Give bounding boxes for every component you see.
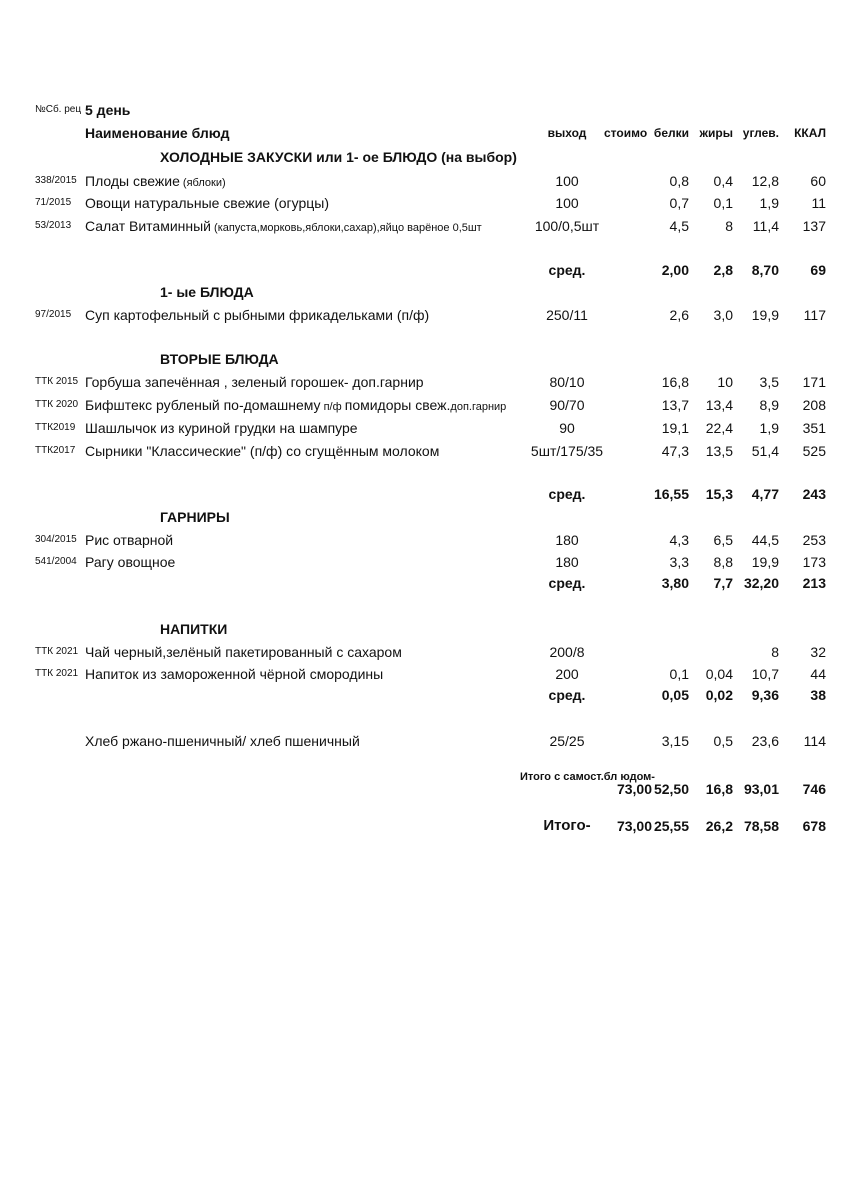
table-row: [0, 216, 848, 236]
kcal-value: 746: [802, 781, 826, 797]
kcal-value: 208: [802, 397, 826, 413]
fat-value: 6,5: [713, 532, 733, 548]
kcal-value: 60: [810, 173, 826, 189]
dish-note: доп.гарнир: [450, 401, 507, 413]
table-row: [0, 441, 848, 461]
table-row: [0, 418, 848, 438]
carbs-value: 8,70: [751, 262, 779, 278]
yield-value: 200/8: [549, 644, 585, 660]
protein-value: 0,8: [669, 173, 689, 189]
fat-value: 13,5: [705, 443, 733, 459]
carbs-value: 9,36: [751, 687, 779, 703]
fat-value: 0,1: [713, 195, 733, 211]
kcal-value: 525: [802, 443, 826, 459]
fat-value: 0,02: [705, 687, 733, 703]
kcal-value: 253: [802, 532, 826, 548]
recipe-code: 541/2004: [35, 556, 77, 567]
yield-value: 100: [555, 195, 579, 211]
dish-name-part: помидоры свеж.: [344, 397, 451, 413]
fat-value: 7,7: [713, 575, 733, 591]
kcal-value: 137: [802, 218, 826, 234]
total-row: [0, 771, 848, 799]
recipe-code: 304/2015: [35, 534, 77, 545]
table-row: [0, 731, 848, 751]
kcal-value: 44: [810, 666, 826, 682]
carbs-value: 1,9: [759, 420, 779, 436]
protein-value: 16,8: [661, 374, 689, 390]
fat-value: 15,3: [705, 486, 733, 502]
kcal-value: 171: [802, 374, 826, 390]
carbs-value: 19,9: [751, 554, 779, 570]
carbs-value: 78,58: [743, 818, 779, 834]
protein-value: 19,1: [661, 420, 689, 436]
kcal-value: 117: [803, 307, 826, 323]
dish-note: (яблоки): [179, 177, 226, 189]
carbs-value: 23,6: [751, 733, 779, 749]
fat-value: 0,4: [713, 173, 733, 189]
protein-value: 3,15: [661, 733, 689, 749]
fat-value: 8,8: [713, 554, 733, 570]
fat-value: 8: [725, 218, 733, 234]
col-carbs: углев.: [742, 126, 779, 140]
dish-name: Напиток из замороженной чёрной смородины: [85, 666, 384, 682]
yield-value: 250/11: [546, 307, 588, 323]
section-heading: [0, 619, 848, 639]
protein-value: 3,80: [661, 575, 689, 591]
protein-value: 3,3: [669, 554, 689, 570]
recipe-code: ТТК 2021: [35, 668, 79, 679]
protein-value: 2,6: [669, 307, 689, 323]
fat-value: 16,8: [705, 781, 733, 797]
dish-name-part: Бифштекс рубленый по-домашнему: [85, 397, 321, 413]
average-row: [0, 484, 848, 504]
section-heading: [0, 349, 848, 369]
protein-value: 25,55: [653, 818, 689, 834]
carbs-value: 44,5: [751, 532, 779, 548]
fat-value: 10: [717, 374, 733, 390]
fat-value: 13,4: [705, 397, 733, 413]
table-row: [0, 372, 848, 392]
protein-value: 47,3: [661, 443, 689, 459]
table-header: [0, 123, 848, 143]
carbs-value: 51,4: [751, 443, 779, 459]
table-row: [0, 642, 848, 662]
col-kcal: ККАЛ: [794, 126, 826, 140]
dish-note: (капуста,морковь,яблоки,сахар),яйцо варёное 0,5шт: [211, 222, 482, 234]
recipe-code: 53/2013: [35, 220, 72, 231]
protein-value: 16,55: [653, 486, 689, 502]
protein-value: 4,5: [669, 218, 689, 234]
dish-name: Овощи натуральные свежие (огурцы): [85, 195, 330, 211]
section-heading: [0, 507, 848, 527]
col-fat: жиры: [699, 126, 733, 140]
dish-name: Горбуша запечённая , зеленый горошек- доп.гарнир: [85, 374, 424, 390]
kcal-value: 213: [802, 575, 826, 591]
carbs-value: 8,9: [759, 397, 779, 413]
fat-value: 26,2: [705, 818, 733, 834]
dish-name: Сырники "Классические" (п/ф) со сгущённым молоком: [85, 443, 440, 459]
fat-value: 0,04: [705, 666, 733, 682]
kcal-value: 173: [802, 554, 826, 570]
kcal-value: 114: [803, 733, 826, 749]
cost-value: 73,00: [616, 781, 652, 797]
carbs-value: 8: [771, 644, 779, 660]
dish-name-part: Плоды свежие: [85, 173, 180, 189]
carbs-value: 93,01: [743, 781, 779, 797]
yield-value: 200: [555, 666, 579, 682]
col-cost: стоимо: [604, 126, 648, 140]
table-row: [0, 530, 848, 550]
yield-value: сред.: [548, 687, 586, 703]
yield-value: 90/70: [549, 397, 585, 413]
recipe-code: 71/2015: [35, 197, 72, 208]
dish-name: [85, 216, 482, 238]
protein-value: 0,7: [669, 195, 689, 211]
carbs-value: 4,77: [751, 486, 779, 502]
protein-value: 13,7: [661, 397, 689, 413]
dish-name: ХОЛОДНЫЕ ЗАКУСКИ или 1- ое БЛЮДО (на выбор): [160, 149, 517, 165]
table-row: [0, 171, 848, 191]
kcal-value: 351: [802, 420, 826, 436]
dish-name: [85, 395, 506, 417]
total-row: [0, 816, 848, 836]
yield-value: Итого с самост.бл юдом-: [520, 771, 655, 783]
table-row: [0, 395, 848, 415]
dish-name: Хлеб ржано-пшеничный/ хлеб пшеничный: [85, 733, 360, 749]
carbs-value: 10,7: [751, 666, 779, 682]
col-out: выход: [547, 126, 587, 140]
kcal-value: 69: [810, 262, 826, 278]
yield-value: 100/0,5шт: [534, 218, 600, 234]
cost-value: 73,00: [616, 818, 652, 834]
kcal-value: 38: [810, 687, 826, 703]
yield-value: 90: [559, 420, 575, 436]
section-heading: [0, 147, 848, 167]
kcal-value: 678: [802, 818, 826, 834]
protein-value: 52,50: [653, 781, 689, 797]
protein-value: 4,3: [669, 532, 689, 548]
dish-name: Рис отварной: [85, 532, 174, 548]
yield-value: сред.: [548, 575, 586, 591]
average-row: [0, 260, 848, 280]
fat-value: 0,5: [713, 733, 733, 749]
carbs-value: 32,20: [743, 575, 779, 591]
protein-value: 0,1: [669, 666, 689, 682]
fat-value: 3,0: [713, 307, 733, 323]
dish-name-part: Салат Витаминный: [85, 218, 211, 234]
dish-name: Шашлычок из куриной грудки на шампуре: [85, 420, 358, 436]
yield-value: 80/10: [549, 374, 585, 390]
col-name: Наименование блюд: [85, 125, 230, 141]
protein-value: 2,00: [661, 262, 689, 278]
yield-value: 25/25: [549, 733, 585, 749]
fat-value: 22,4: [705, 420, 733, 436]
recipe-code: ТТК 2015: [35, 376, 79, 387]
kcal-value: 243: [802, 486, 826, 502]
dish-name: ВТОРЫЕ БЛЮДА: [160, 351, 279, 367]
carbs-value: 3,5: [759, 374, 779, 390]
dish-note: п/ф: [320, 401, 345, 413]
dish-name: Рагу овощное: [85, 554, 176, 570]
dish-name: ГАРНИРЫ: [160, 509, 230, 525]
dish-name: НАПИТКИ: [160, 621, 228, 637]
yield-value: 100: [555, 173, 579, 189]
yield-value: 180: [555, 554, 579, 570]
dish-name: Суп картофельный с рыбными фрикадельками (п/ф): [85, 307, 430, 323]
dish-name: Чай черный,зелёный пакетированный с сахаром: [85, 644, 402, 660]
yield-value: сред.: [548, 486, 586, 502]
recipe-code: ТТК2019: [35, 422, 76, 433]
carbs-value: 19,9: [751, 307, 779, 323]
dish-name: 1- ые БЛЮДА: [160, 284, 254, 300]
document-title: [0, 100, 848, 120]
average-row: [0, 685, 848, 705]
table-row: [0, 552, 848, 572]
day-label: 5 день: [85, 102, 131, 118]
recipe-code: ТТК2017: [35, 445, 76, 456]
table-row: [0, 664, 848, 684]
kcal-value: 11: [811, 195, 826, 211]
yield-value: 5шт/175/35: [530, 443, 604, 459]
carbs-value: 12,8: [751, 173, 779, 189]
protein-value: 0,05: [661, 687, 689, 703]
col-protein: белки: [653, 126, 689, 140]
carbs-value: 11,4: [752, 218, 779, 234]
section-heading: [0, 282, 848, 302]
yield-value: Итого-: [543, 817, 591, 834]
average-row: [0, 573, 848, 593]
fat-value: 2,8: [713, 262, 733, 278]
dish-name: [85, 171, 226, 193]
recipe-code: ТТК 2021: [35, 646, 79, 657]
table-row: [0, 305, 848, 325]
code-header: №Сб. рец: [35, 104, 82, 115]
table-row: [0, 193, 848, 213]
carbs-value: 1,9: [759, 195, 779, 211]
yield-value: сред.: [548, 262, 586, 278]
kcal-value: 32: [810, 644, 826, 660]
recipe-code: 338/2015: [35, 175, 77, 186]
recipe-code: ТТК 2020: [35, 399, 79, 410]
yield-value: 180: [555, 532, 579, 548]
recipe-code: 97/2015: [35, 309, 72, 320]
